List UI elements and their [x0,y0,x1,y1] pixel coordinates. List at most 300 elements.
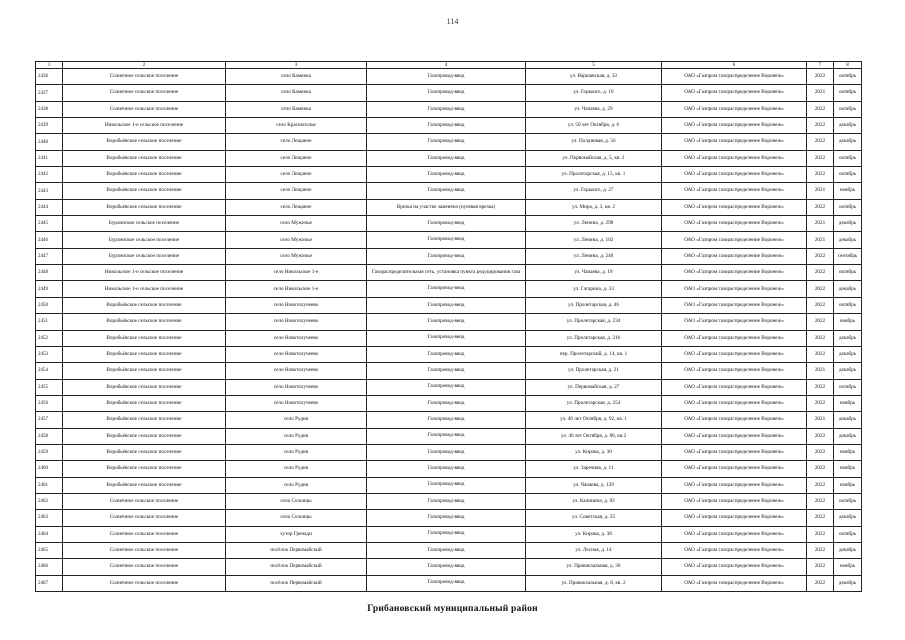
locality-cell: село Каменка [226,85,367,101]
municipality-cell: Солнечное сельское поселение [63,493,226,509]
year-cell: 2022 [807,526,834,542]
column-number: 4 [367,62,526,69]
year-cell: 2021 [807,216,834,232]
locality-cell: село Новотолучеево [226,346,367,362]
year-cell: 2021 [807,363,834,379]
row-number-cell: 2454 [36,363,63,379]
organization-cell: ОАО «Газпром газораспределение Воронеж» [662,216,807,232]
table-row [36,314,862,330]
address-cell: ул. Привокзальная, д. 36 [526,559,662,575]
address-cell: ул. Горького, д. 27 [526,183,662,199]
address-cell: ул. Пролетарская, д. 15, кв. 1 [526,167,662,183]
object-cell: Газопровод-ввод [367,526,526,542]
municipality-cell: Воробьёвское сельское поселение [63,297,226,313]
address-cell: ул. Ленина, д. 298 [526,216,662,232]
organization-cell: ОАО «Газпром газораспределение Воронеж» [662,526,807,542]
organization-cell: ОАО «Газпром газораспределение Воронеж» [662,444,807,460]
row-number-cell: 2451 [36,314,63,330]
object-cell: Газопровод-ввод [367,575,526,591]
month-cell: декабрь [834,542,862,558]
locality-cell: село Новотолучеево [226,314,367,330]
object-cell: Газопровод-ввод [367,118,526,134]
year-cell: 2022 [807,444,834,460]
address-cell: ул. Кирова, д. 30 [526,444,662,460]
object-cell: Газопровод-ввод [367,216,526,232]
address-cell: ул. Привокзальная, д. 8, кв. 2 [526,575,662,591]
municipality-cell: Воробьёвское сельское поселение [63,183,226,199]
year-cell: 2022 [807,346,834,362]
address-cell: ул. Горького, д. 10 [526,85,662,101]
address-cell: ул. Заречная, д. 11 [526,461,662,477]
row-number-cell: 2460 [36,461,63,477]
month-cell: октябрь [834,69,862,85]
municipality-cell: Солнечное сельское поселение [63,85,226,101]
municipality-cell: Бурлинское сельское поселение [63,232,226,248]
address-cell: ул. Пролетарская, д. 234 [526,314,662,330]
month-cell: октябрь [834,379,862,395]
locality-cell: село Лещаное [226,150,367,166]
row-number-cell: 2462 [36,493,63,509]
year-cell: 2022 [807,395,834,411]
locality-cell: село Каменка [226,69,367,85]
year-cell: 2022 [807,265,834,281]
locality-cell: село Рудня [226,477,367,493]
municipality-cell: Бурлинское сельское поселение [63,216,226,232]
organization-cell: ОАО «Газпром газораспределение Воронеж» [662,297,807,313]
row-number-cell: 2446 [36,232,63,248]
year-cell: 2022 [807,575,834,591]
row-number-cell: 2449 [36,281,63,297]
locality-cell: село Каменка [226,101,367,117]
object-cell: Газопровод-ввод [367,69,526,85]
month-cell: ноябрь [834,559,862,575]
table-row [36,575,862,591]
organization-cell: ОАО «Газпром газораспределение Воронеж» [662,183,807,199]
column-number: 8 [834,62,862,69]
table-row [36,363,862,379]
locality-cell: село Рудня [226,412,367,428]
table-row [36,134,862,150]
month-cell: ноябрь [834,395,862,411]
object-cell: Газопровод-ввод [367,183,526,199]
organization-cell: ОАО «Газпром газораспределение Воронеж» [662,477,807,493]
organization-cell: ОАО «Газпром газораспределение Воронеж» [662,461,807,477]
year-cell: 2022 [807,461,834,477]
locality-cell: хутор Гренади [226,526,367,542]
row-number-cell: 2455 [36,379,63,395]
month-cell: октябрь [834,101,862,117]
locality-cell: село Мужичье [226,232,367,248]
organization-cell: ОАО «Газпром газораспределение Воронеж» [662,69,807,85]
object-cell: Газопровод-ввод [367,167,526,183]
row-number-cell: 2436 [36,69,63,85]
table-row [36,346,862,362]
locality-cell: село Солонцы [226,493,367,509]
object-cell: Газопровод-ввод [367,493,526,509]
table-row [36,281,862,297]
organization-cell: ОАО «Газпром газораспределение Воронеж» [662,575,807,591]
month-cell: декабрь [834,575,862,591]
year-cell: 2022 [807,510,834,526]
row-number-cell: 2458 [36,428,63,444]
table-row [36,85,862,101]
address-cell: ул. Гагарина, д. 33 [526,281,662,297]
organization-cell: ОАО «Газпром газораспределение Воронеж» [662,395,807,411]
municipality-cell: Воробьёвское сельское поселение [63,363,226,379]
locality-cell: село Мужичье [226,216,367,232]
month-cell: декабрь [834,118,862,134]
locality-cell: село Никольское 1-е [226,265,367,281]
row-number-cell: 2452 [36,330,63,346]
address-cell: ул. Чапаева, д. 18 [526,265,662,281]
object-cell: Газопровод-ввод [367,461,526,477]
address-cell: ул. 50 лет Октября, д. 6 [526,118,662,134]
municipality-cell: Солнечное сельское поселение [63,526,226,542]
municipality-cell: Никольское 1-е сельское поселение [63,281,226,297]
district-heading: Грибановский муниципальный район [367,604,538,614]
row-number-cell: 2461 [36,477,63,493]
table-row [36,265,862,281]
address-cell: ул. Советская, д. 25 [526,510,662,526]
locality-cell: село Рудня [226,461,367,477]
locality-cell: село Рудня [226,428,367,444]
table-row [36,510,862,526]
row-number-cell: 2443 [36,183,63,199]
column-number: 1 [36,62,63,69]
year-cell: 2022 [807,118,834,134]
organization-cell: ОАО «Газпром газораспределение Воронеж» [662,379,807,395]
object-cell: Газопровод-ввод [367,281,526,297]
year-cell: 2022 [807,542,834,558]
address-cell: ул. 40 лет Октября, д. 80, кв.2 [526,428,662,444]
table-row [36,199,862,215]
month-cell: октябрь [834,265,862,281]
address-cell: ул. Пролетарская, д. 46 [526,297,662,313]
municipality-cell: Солнечное сельское поселение [63,69,226,85]
address-cell: ул. Кирова, д. 38 [526,526,662,542]
month-cell: декабрь [834,216,862,232]
object-cell: Газопровод-ввод [367,85,526,101]
row-number-cell: 2438 [36,101,63,117]
table-row [36,444,862,460]
locality-cell: посёлок Первомайский [226,542,367,558]
month-cell: октябрь [834,150,862,166]
object-cell: Газопровод-ввод [367,346,526,362]
row-number-cell: 2453 [36,346,63,362]
organization-cell: ОАО «Газпром газораспределение Воронеж» [662,85,807,101]
month-cell: октябрь [834,297,862,313]
month-cell: декабрь [834,412,862,428]
month-cell: декабрь [834,330,862,346]
row-number-cell: 2466 [36,559,63,575]
address-cell: ул. Чапаева, д. 29 [526,101,662,117]
row-number-cell: 2440 [36,134,63,150]
month-cell: декабрь [834,428,862,444]
year-cell: 2022 [807,314,834,330]
table-row [36,216,862,232]
locality-cell: село Лещаное [226,199,367,215]
organization-cell: ОАО «Газпром газораспределение Воронеж» [662,248,807,264]
row-number-cell: 2459 [36,444,63,460]
month-cell: декабрь [834,232,862,248]
locality-cell: село Новотолучеево [226,379,367,395]
year-cell: 2022 [807,297,834,313]
table-row [36,542,862,558]
row-number-cell: 2465 [36,542,63,558]
organization-cell: ОАО «Газпром газораспределение Воронеж» [662,363,807,379]
year-cell: 2022 [807,199,834,215]
table-row [36,379,862,395]
object-cell: Газопровод-ввод [367,232,526,248]
month-cell: ноябрь [834,314,862,330]
organization-cell: ОАО «Газпром газораспределение Воронеж» [662,346,807,362]
object-cell: Газопровод-ввод [367,248,526,264]
table-row [36,69,862,85]
locality-cell: село Лещаное [226,134,367,150]
table-row [36,395,862,411]
municipality-cell: Солнечное сельское поселение [63,101,226,117]
address-cell: ул. Мира, д. 3, кв. 2 [526,199,662,215]
object-cell: Газопровод-ввод [367,314,526,330]
organization-cell: ОАО «Газпром газораспределение Воронеж» [662,330,807,346]
table-row [36,248,862,264]
address-cell: ул. Полдневая, д. 56 [526,134,662,150]
month-cell: декабрь [834,363,862,379]
municipality-cell: Воробьёвское сельское поселение [63,428,226,444]
locality-cell: село Краснополье [226,118,367,134]
object-cell: Газопровод-ввод [367,428,526,444]
month-cell: октябрь [834,85,862,101]
column-number: 3 [226,62,367,69]
row-number-cell: 2457 [36,412,63,428]
municipality-cell: Воробьёвское сельское поселение [63,477,226,493]
year-cell: 2022 [807,248,834,264]
month-cell: декабрь [834,510,862,526]
locality-cell: село Мужичье [226,248,367,264]
municipality-cell: Воробьёвское сельское поселение [63,167,226,183]
table-row [36,232,862,248]
object-cell: Газопровод-ввод [367,395,526,411]
year-cell: 2022 [807,281,834,297]
address-cell: ул. Чапаева, д. 129 [526,477,662,493]
table-row [36,167,862,183]
municipality-cell: Воробьёвское сельское поселение [63,330,226,346]
object-cell: Газопровод-ввод [367,412,526,428]
table-row [36,118,862,134]
table-row [36,428,862,444]
table-row [36,101,862,117]
row-number-cell: 2437 [36,85,63,101]
page-number: 114 [446,17,459,26]
row-number-cell: 2442 [36,167,63,183]
year-cell: 2021 [807,412,834,428]
municipality-cell: Воробьёвское сельское поселение [63,444,226,460]
address-cell: ул. Пролетарская, д. 21 [526,363,662,379]
organization-cell: ОАО «Газпром газораспределение Воронеж» [662,167,807,183]
column-number: 2 [63,62,226,69]
address-cell: пер. Пролетарский, д. 14, кв. 1 [526,346,662,362]
municipality-cell: Никольское 1-е сельское поселение [63,118,226,134]
locality-cell: село Никольское 1-е [226,281,367,297]
organization-cell: ОАО «Газпром газораспределение Воронеж» [662,265,807,281]
organization-cell: ОАО «Газпром газораспределение Воронеж» [662,559,807,575]
object-cell: Газопровод-ввод [367,150,526,166]
table-row [36,461,862,477]
month-cell: декабрь [834,346,862,362]
municipality-cell: Солнечное сельское поселение [63,510,226,526]
month-cell: ноябрь [834,477,862,493]
municipality-cell: Воробьёвское сельское поселение [63,346,226,362]
table-row [36,330,862,346]
year-cell: 2022 [807,150,834,166]
organization-cell: ОАО «Газпром газораспределение Воронеж» [662,199,807,215]
table-row [36,477,862,493]
table-row [36,526,862,542]
locality-cell: село Лещаное [226,167,367,183]
year-cell: 2022 [807,379,834,395]
address-cell: ул. Ленина, д. 240 [526,248,662,264]
municipality-cell: Бурлинское сельское поселение [63,248,226,264]
municipality-cell: Воробьёвское сельское поселение [63,379,226,395]
address-cell: ул. Лесная, д. 14 [526,542,662,558]
table-row [36,183,862,199]
address-cell: ул. Варшавская, д. 33 [526,69,662,85]
object-cell: Врезка на участке заменена (нулевая врезка) [367,199,526,215]
object-cell: Газопровод-ввод [367,542,526,558]
object-cell: Газопровод-ввод [367,559,526,575]
locality-cell: село Новотолучеево [226,395,367,411]
year-cell: 2022 [807,330,834,346]
organization-cell: ОАО «Газпром газораспределение Воронеж» [662,101,807,117]
table-row [36,559,862,575]
object-cell: Газопровод-ввод [367,444,526,460]
gasification-table [35,61,862,592]
row-number-cell: 2439 [36,118,63,134]
year-cell: 2021 [807,183,834,199]
object-cell: Газопровод-ввод [367,101,526,117]
municipality-cell: Никольское 1-е сельское поселение [63,265,226,281]
column-number: 6 [662,62,807,69]
month-cell: ноябрь [834,444,862,460]
row-number-cell: 2447 [36,248,63,264]
month-cell: октябрь [834,493,862,509]
month-cell: октябрь [834,199,862,215]
year-cell: 2021 [807,85,834,101]
organization-cell: ОАО «Газпром газораспределение Воронеж» [662,118,807,134]
table-row [36,493,862,509]
address-cell: ул. Первомайская, д. 27 [526,379,662,395]
organization-cell: ОАО «Газпром газораспределение Воронеж» [662,134,807,150]
organization-cell: ОАО «Газпром газораспределение Воронеж» [662,412,807,428]
year-cell: 2021 [807,232,834,248]
organization-cell: ОАО «Газпром газораспределение Воронеж» [662,314,807,330]
row-number-cell: 2450 [36,297,63,313]
organization-cell: ОАО «Газпром газораспределение Воронеж» [662,510,807,526]
organization-cell: ОАО «Газпром газораспределение Воронеж» [662,493,807,509]
row-number-cell: 2464 [36,526,63,542]
row-number-cell: 2441 [36,150,63,166]
organization-cell: ОАО «Газпром газораспределение Воронеж» [662,232,807,248]
column-number: 5 [526,62,662,69]
locality-cell: село Солонцы [226,510,367,526]
year-cell: 2022 [807,559,834,575]
year-cell: 2022 [807,134,834,150]
year-cell: 2022 [807,477,834,493]
table-row [36,150,862,166]
month-cell: сентябрь [834,248,862,264]
object-cell: Газораспределительная сеть, установка пункта редуцирования газа [367,265,526,281]
locality-cell: посёлок Первомайский [226,575,367,591]
locality-cell: село Рудня [226,444,367,460]
year-cell: 2022 [807,69,834,85]
address-cell: ул. Первомайская, д. 5, кв. 2 [526,150,662,166]
locality-cell: село Новотолучеево [226,363,367,379]
object-cell: Газопровод-ввод [367,297,526,313]
month-cell: октябрь [834,167,862,183]
row-number-cell: 2444 [36,199,63,215]
table-body [36,62,862,592]
locality-cell: село Новотолучеево [226,297,367,313]
municipality-cell: Воробьёвское сельское поселение [63,150,226,166]
row-number-cell: 2463 [36,510,63,526]
locality-cell: село Новотолучеево [226,330,367,346]
month-cell: октябрь [834,526,862,542]
organization-cell: ОАО «Газпром газораспределение Воронеж» [662,281,807,297]
object-cell: Газопровод-ввод [367,330,526,346]
locality-cell: село Лещаное [226,183,367,199]
object-cell: Газопровод-ввод [367,363,526,379]
year-cell: 2022 [807,101,834,117]
table-row [36,412,862,428]
organization-cell: ОАО «Газпром газораспределение Воронеж» [662,150,807,166]
municipality-cell: Солнечное сельское поселение [63,542,226,558]
municipality-cell: Воробьёвское сельское поселение [63,134,226,150]
year-cell: 2022 [807,167,834,183]
month-cell: ноябрь [834,461,862,477]
row-number-cell: 2445 [36,216,63,232]
row-number-cell: 2467 [36,575,63,591]
locality-cell: посёлок Первомайский [226,559,367,575]
month-cell: декабрь [834,134,862,150]
municipality-cell: Воробьёвское сельское поселение [63,412,226,428]
month-cell: декабрь [834,281,862,297]
row-number-cell: 2448 [36,265,63,281]
object-cell: Газопровод-ввод [367,477,526,493]
municipality-cell: Солнечное сельское поселение [63,559,226,575]
month-cell: ноябрь [834,183,862,199]
address-cell: ул. Калинина, д. 83 [526,493,662,509]
row-number-cell: 2456 [36,395,63,411]
year-cell: 2022 [807,493,834,509]
municipality-cell: Воробьёвское сельское поселение [63,199,226,215]
municipality-cell: Солнечное сельское поселение [63,575,226,591]
column-number-row [36,62,862,69]
table-row [36,297,862,313]
object-cell: Газопровод-ввод [367,134,526,150]
organization-cell: ОАО «Газпром газораспределение Воронеж» [662,542,807,558]
municipality-cell: Воробьёвское сельское поселение [63,461,226,477]
year-cell: 2022 [807,428,834,444]
address-cell: ул. Ленина, д. 102 [526,232,662,248]
address-cell: ул. Пролетарская, д. 216 [526,330,662,346]
address-cell: ул. 40 лет Октября, д. 92, кв. 1 [526,412,662,428]
object-cell: Газопровод-ввод [367,510,526,526]
address-cell: ул. Пролетарская, д. 254 [526,395,662,411]
column-number: 7 [807,62,834,69]
organization-cell: ОАО «Газпром газораспределение Воронеж» [662,428,807,444]
municipality-cell: Воробьёвское сельское поселение [63,395,226,411]
municipality-cell: Воробьёвское сельское поселение [63,314,226,330]
